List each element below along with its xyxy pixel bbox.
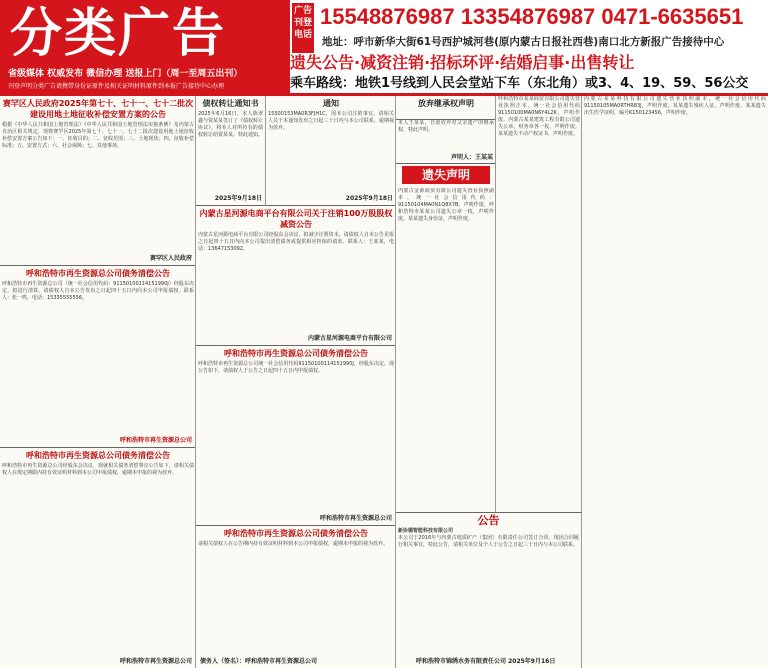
debt-notice-title: 呼和浩特市再生资源总公司债务清偿公告 — [224, 349, 368, 358]
bus-route: 乘车路线：地铁1号线到人民会堂站下车（东北角）或3、4、19、59、56公交 — [290, 76, 749, 91]
debt-notice-body: 请相关债权人在公告期内持有效证明材料到本公司申报债权，逾期未申报的视为放弃。 — [198, 541, 389, 547]
announcement-title: 公告 — [477, 514, 500, 527]
phone-numbers: 15548876987 13354876987 0471-6635651 — [320, 4, 744, 29]
debt-notice-signature: 债务人（签名）：呼和浩特市再生资源总公司 — [200, 658, 318, 665]
transfer-body: 2025年6月16日，本人陈翠鑫与贾某某签订了《债权转让协议》，将本人对所持有的债权转让给贾某某。特此通知。 — [198, 111, 264, 138]
lost-notice-body: 呼和浩特市某某商贸有限公司遗失营业执照正本，统一社会信用代码91150100MA0N6Y4L2K，声明作废。内蒙古某某建筑工程有限公司遗失公章、财务章各一枚，声明作废。某某遗失不动产权证书，声明作废。 — [498, 96, 580, 137]
lost-notice-list-2 — [496, 96, 582, 512]
renunciation-body-box — [396, 120, 496, 164]
notice-title: 赛罕区人民政府2025年第七十、七十一、七十二批次建设用地土地征收补偿安置方案的公告 — [2, 99, 194, 119]
debt-notice-signature: 呼和浩特市再生资源总公司 — [119, 437, 192, 444]
debt-notice-body: 呼和浩特市再生资源总公司统一社会信用代码91150100114151990J，经股东决定，现公告如下，请债权人于公告之日起四十五日内申报债权。 — [198, 361, 394, 374]
debt-notice-title: 呼和浩特市再生资源总公司债务清偿公告 — [26, 269, 170, 278]
phone-tag: 广告刊登电话 — [292, 3, 314, 53]
debt-notice-signature: 呼和浩特市再生资源总公司 — [319, 515, 392, 522]
debt-notice-3 — [196, 346, 396, 526]
transfer-date: 2025年9月18日 — [214, 195, 262, 202]
company-notice-title: 通知 — [323, 99, 339, 108]
debt-notice-1 — [0, 266, 196, 448]
renunciation-body: 本人王某某，自愿放弃对父亲遗产的继承权，特此声明。 — [398, 120, 494, 133]
brand-block — [0, 0, 290, 93]
lost-notice-list-3 — [582, 96, 768, 668]
capital-reduction-title: 内蒙古星河源电商平台有限公司关于注销100万股股权减资公告 — [199, 209, 393, 229]
classified-sheet — [0, 96, 768, 668]
debt-notice-2 — [0, 448, 196, 668]
debt-notice-body: 呼和浩特市再生资源总公司（统一社会信用代码：91150100114151990J）经股东决定，拟进行清算，请债权人自本公告发布之日起四十五日内向本公司申报债权。联系人：张一鸣，电话：15335555556。 — [2, 281, 194, 301]
column-5 — [582, 96, 768, 668]
company-notice-body: 15500153MA0R3FJH1C，因本公司注销事宜，请相关人员于本通知发布之日起三十日内与本公司联系，逾期视为放弃。 — [268, 111, 394, 131]
header-banner — [0, 0, 768, 96]
announcement-company: 新协德智能科技有限公司 — [398, 528, 454, 534]
office-address: 地址：呼市新华大街61号西护城河巷(原内蒙古日报社西巷)南口北方新报广告接待中心 — [322, 36, 725, 48]
capital-reduction-signature: 内蒙古星河源电商平台有限公司 — [307, 335, 392, 342]
debt-notice-4 — [196, 526, 396, 668]
column-2 — [196, 96, 396, 668]
renunciation-title: 放弃继承权声明 — [418, 99, 474, 108]
announcement-notice — [396, 512, 582, 668]
masthead-title: 分类广告 — [10, 3, 227, 64]
announcement-body: 本公司于2016年与内蒙古地质矿产（集团）有限责任公司签订合同，现因合同履行相关事宜，特此公告，请相关单位及个人于公告之日起三十日内与本公司联系。 — [398, 535, 579, 548]
notice-land-expropriation — [0, 96, 196, 266]
column-1 — [0, 96, 196, 668]
masthead-slogan: 省级媒体 权威发布 微信办理 送报上门（周一至周五出刊） — [8, 69, 243, 79]
capital-reduction-notice — [196, 206, 396, 346]
debt-notice-title: 呼和浩特市再生资源总公司债务清偿公告 — [224, 529, 368, 538]
service-list: 遗失公告·减资注销·招标环评·结婚启事·出售转让 — [290, 53, 635, 72]
debt-notice-signature: 呼和浩特市再生资源总公司 — [119, 658, 192, 665]
renunciation-notice — [396, 96, 496, 120]
company-notice — [266, 96, 396, 206]
masthead-subline: 刊登声明分类广告请携带身份证原件及相关证明材料原件到本报广告接待中心办理 — [8, 83, 225, 90]
renunciation-signature: 声明人：王某某 — [450, 154, 493, 161]
lost-notice-list — [396, 188, 496, 512]
debt-notice-title: 呼和浩特市再生资源总公司债务清偿公告 — [26, 451, 170, 460]
lost-notice-header: 遗失声明 — [402, 166, 490, 184]
lost-notice-body: 内蒙古金源商贸有限公司遗失营业执照副本，统一社会信用代码：91150104MA0N1Q8X7B，声明作废。呼和浩特市某某公司遗失公章一枚，声明作废。某某遗失身份证，声明作废。 — [398, 188, 494, 222]
transfer-title: 债权转让通知书 — [202, 99, 259, 108]
debt-notice-body: 呼和浩特市再生资源总公司经股东会决议，现就相关债务清偿事宜公告如下，请相关债权人在规定期限内持有效证明材料到本公司申报债权，逾期未申报的视为放弃。 — [2, 463, 194, 476]
lost-notice-body: 内蒙古某某科技有限公司遗失营业执照副本，统一社会信用代码91150105MA0RTHR83J，声明作废。某某遗失残疾人证，声明作废。某某遗失出生医学证明，编号K150123456，声明作废。 — [584, 96, 766, 116]
debt-transfer-notice — [196, 96, 266, 206]
announcement-signature: 呼和浩特市锦绣水务有限责任公司 2025年9月16日 — [416, 658, 556, 665]
notice-signature: 赛罕区人民政府 — [149, 255, 192, 262]
capital-reduction-body: 内蒙古星河源电商平台有限公司经股东会决议，拟减少注册资本，请债权人自本公告见报之日起四十五日内向本公司提出清偿债务或提供相应担保的请求。联系人：王某某，电话：13647153092。 — [198, 232, 394, 252]
notice-body: 根据《中华人民共和国土地管理法》《中华人民共和国土地管理法实施条例》及内蒙古自治区相关规定，现将赛罕区2025年第七十、七十一、七十二批次建设用地土地征收补偿安置方案公告如下：一、征收目的；二、征收范围；三、土地现状；四、征收补偿标准；五、安置方式；六、社会保障；七、其他事项。 — [2, 122, 194, 149]
company-notice-date: 2025年9月18日 — [345, 195, 393, 202]
